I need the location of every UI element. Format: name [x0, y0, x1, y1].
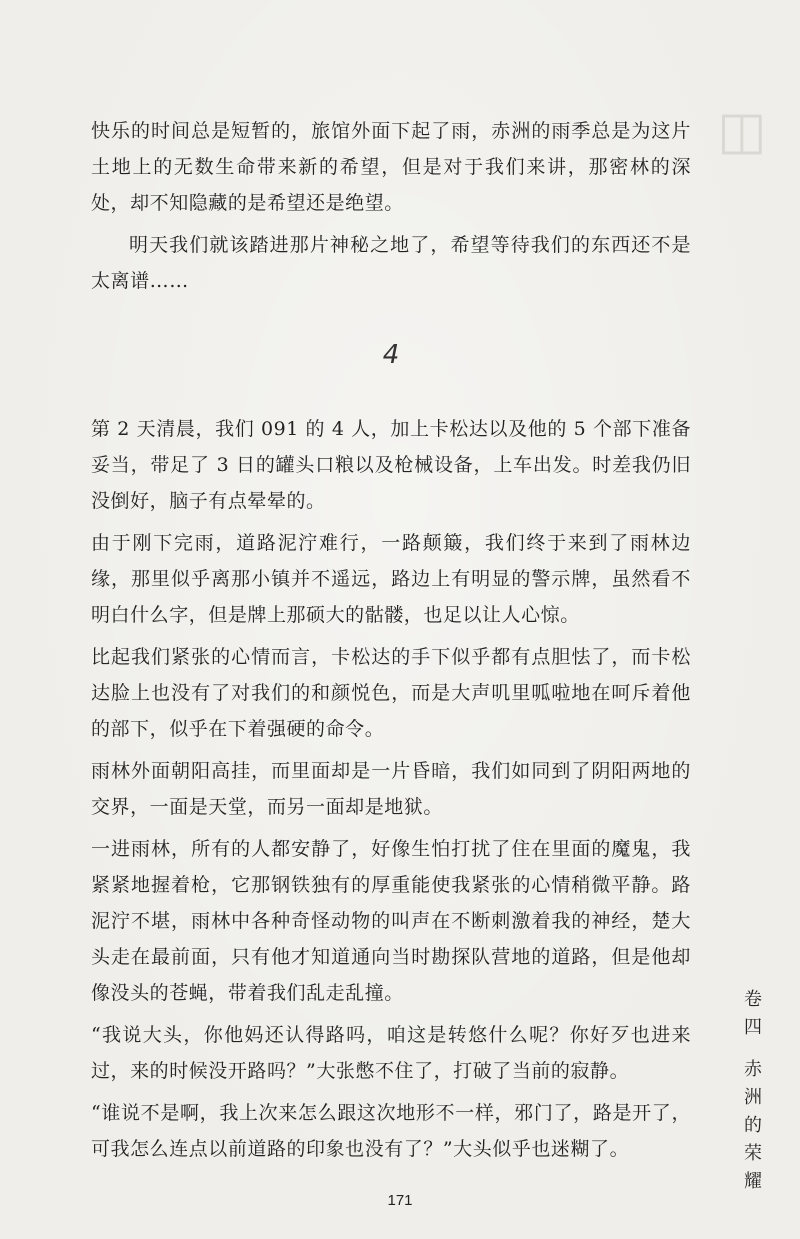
paragraph: “谁说不是啊，我上次来怎么跟这次地形不一样，邪门了，路是开了，可我怎么连点以前道路的印象也没有了？”大头似乎也迷糊了。 — [91, 1102, 691, 1160]
side-title-gap — [742, 1042, 764, 1056]
running-side-title — [742, 986, 764, 1196]
paragraph: 雨林外面朝阳高挂，而里面却是一片昏暗，我们如同到了阴阳两地的交界，一面是天堂，而另一面却是地狱。 — [91, 760, 691, 818]
faded-header-glyph: ◫ — [717, 101, 767, 161]
paragraph: 第 2 天清晨，我们 091 的 4 人，加上卡松达以及他的 5 个部下准备妥当，带足了 3 日的罐头口粮以及枪械设备，上车出发。时差我仍旧没倒好，脑子有点晕晕的。 — [91, 418, 691, 512]
side-title-char: 荣 — [744, 1143, 762, 1164]
paragraph: 明天我们就该踏进那片神秘之地了，希望等待我们的东西还不是太离谱…… — [91, 234, 691, 292]
side-title-char: 的 — [744, 1115, 762, 1136]
paragraph: “我说大头，你他妈还认得路吗，咱这是转悠什么呢？你好歹也进来过，来的时候没开路吗？”大张憋不住了，打破了当前的寂静。 — [91, 1024, 691, 1082]
side-title-char: 四 — [744, 1017, 762, 1038]
paragraph: 快乐的时间总是短暂的，旅馆外面下起了雨，赤洲的雨季总是为这片土地上的无数生命带来新的希望，但是对于我们来讲，那密林的深处，却不知隐藏的是希望还是绝望。 — [91, 120, 691, 214]
side-title-char: 耀 — [744, 1171, 762, 1192]
section-number: 4 — [382, 340, 400, 370]
side-chapter-title — [742, 1056, 764, 1196]
page-number: 171 — [387, 1192, 413, 1209]
side-volume — [742, 986, 764, 1042]
side-title-char: 卷 — [744, 989, 762, 1010]
side-title-char: 洲 — [744, 1087, 762, 1108]
paragraph: 由于刚下完雨，道路泥泞难行，一路颠簸，我们终于来到了雨林边缘，那里似乎离那小镇并不遥远，路边上有明显的警示牌，虽然看不明白什么字，但是牌上那硕大的骷髅，也足以让人心惊。 — [91, 532, 691, 626]
body-text — [91, 113, 691, 1167]
paragraph: 一进雨林，所有的人都安静了，好像生怕打扰了住在里面的魔鬼，我紧紧地握着枪，它那钢铁独有的厚重能使我紧张的心情稍微平静。路泥泞不堪，雨林中各种奇怪动物的叫声在不断刺激着我的神经，楚大头走在最前面，只有他才知道通向当时勘探队营地的道路，但是他却像没头的苍蝇，带着我们乱走乱撞。 — [91, 838, 691, 1004]
side-title-char: 赤 — [744, 1059, 762, 1080]
paragraph: 比起我们紧张的心情而言，卡松达的手下似乎都有点胆怯了，而卡松达脸上也没有了对我们的和颜悦色，而是大声叽里呱啦地在呵斥着他的部下，似乎在下着强硬的命令。 — [91, 646, 691, 740]
